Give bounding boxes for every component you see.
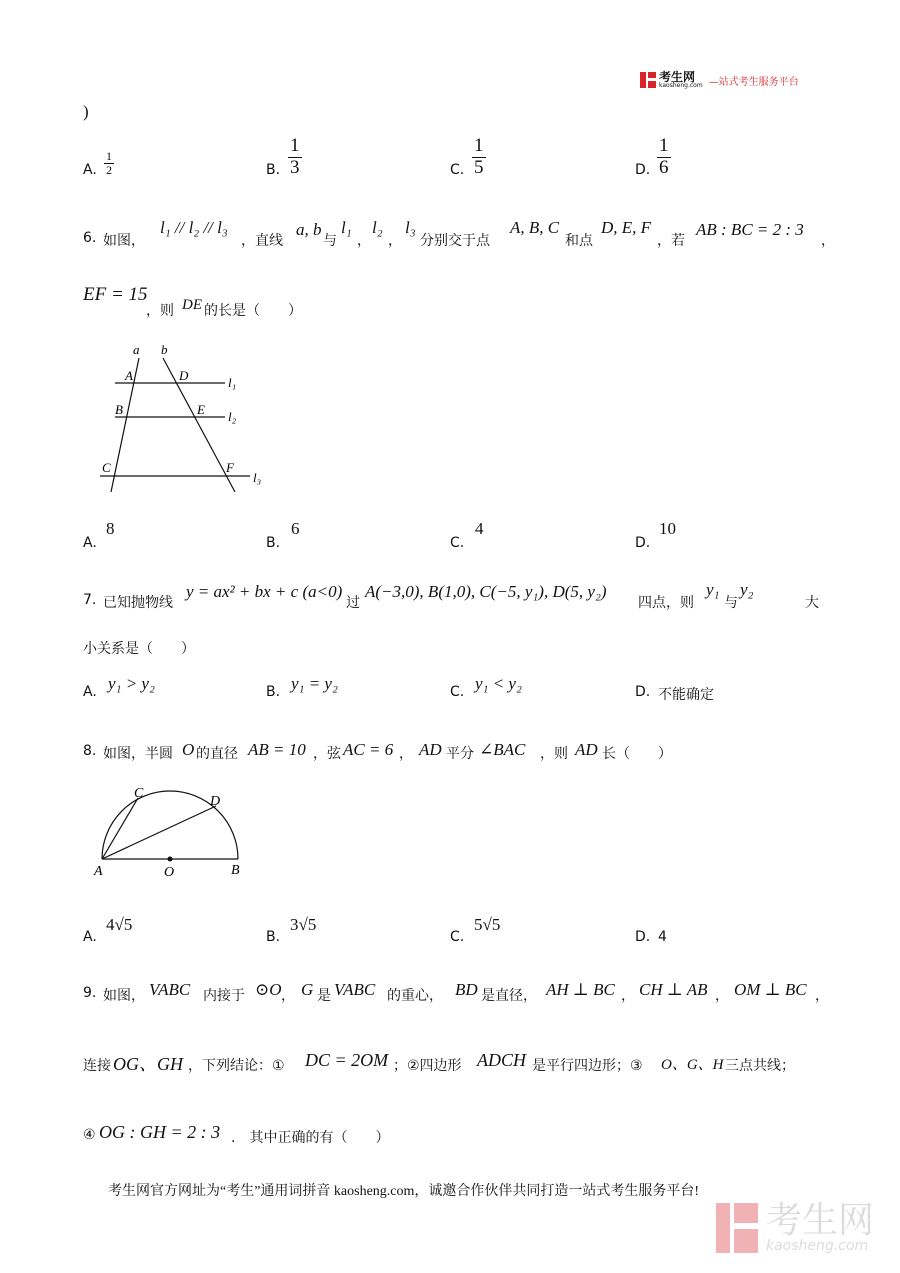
q6-text: ，直线 <box>241 233 283 249</box>
q6-option-b-letter: B. <box>266 535 281 551</box>
q9-text: 连接 <box>83 1058 111 1074</box>
q6-stem-line1 <box>83 218 883 248</box>
q6-text: 的长是（ ） <box>204 303 302 319</box>
q9-text: ， <box>281 988 295 1004</box>
q9-text: 如图， <box>103 988 145 1004</box>
q6-option-d-value: 10 <box>659 519 676 538</box>
q5-option-d-fraction: $\frac{1}{6}$ <box>659 135 669 178</box>
q8-number: 8. <box>83 743 97 759</box>
q9-text: 是平行四边形；③ <box>532 1058 643 1074</box>
q8-stem <box>83 740 883 766</box>
q7-math-points: A(−3,0), B(1,0), C(−5, y₁), D(5, y₂) <box>365 582 607 601</box>
q6-option-d-letter: D. <box>635 535 651 551</box>
q8-text: 平分 <box>446 746 474 762</box>
line-b <box>163 358 235 492</box>
q6-option-a-value: 8 <box>106 519 115 538</box>
label-l3: l₃ <box>253 470 262 485</box>
q9-math-bd: BD <box>455 980 478 999</box>
q6-text: ， <box>357 233 371 249</box>
q9-math-ogh: O、G、H <box>661 1057 724 1073</box>
q7-math-y2: y₂ <box>740 580 754 599</box>
logo-icon <box>640 72 656 88</box>
q5-option-a-letter: A. <box>83 162 97 178</box>
q9-math-abc: VABC <box>149 980 191 999</box>
brand-cn: 考生网 <box>659 70 696 84</box>
q7-number: 7. <box>83 592 97 608</box>
brand-en: kaosheng.com <box>659 82 703 89</box>
label-B: B <box>231 863 240 878</box>
q9-stem-line1: 9. 如图， VABC 内接于 ⊙O ， G 是 VABC 的重心， BD 是直径， AH ⊥ BC ， CH ⊥ AB ， OM ⊥ BC ， <box>83 980 829 1004</box>
q9-math-ah-perp-bc: AH ⊥ BC <box>546 980 615 999</box>
q9-text: . 其中正确的有（ ） <box>231 1130 390 1146</box>
q8-option-a-value: 4√5 <box>106 915 133 934</box>
q8-option-d-letter: D. <box>635 929 651 945</box>
q6-text: ，若 <box>657 233 685 249</box>
q9-math-om-perp-bc: OM ⊥ BC <box>734 980 807 999</box>
q9-text: ，下列结论：① <box>188 1058 285 1074</box>
q9-stem-line2 <box>83 1050 883 1076</box>
q7-stem-line1 <box>83 580 883 610</box>
q7-text: 过 <box>346 595 360 611</box>
q7-math-y1: y₁ <box>706 580 720 599</box>
q7-option-b-value: y₁ = y₂ <box>291 674 338 693</box>
q8-math-o: O <box>182 740 195 759</box>
q8-text: 如图，半圆 <box>103 746 173 762</box>
label-C: C <box>134 786 144 801</box>
header-logo <box>640 71 799 89</box>
q5-option-b-letter: B. <box>266 162 281 178</box>
q9-text: 是 <box>317 988 331 1004</box>
label-l2: l₂ <box>228 409 237 424</box>
q6-text: 如图， <box>103 233 145 249</box>
q8-math-ad: AD <box>575 740 598 759</box>
q7-math-equation: y = ax² + bx + c (a<0) <box>186 582 343 601</box>
q8-text: ，弦 <box>313 746 341 762</box>
q9-text: ④ <box>83 1127 96 1143</box>
q6-figure-parallel-lines <box>95 340 275 495</box>
center-point <box>168 857 173 862</box>
q5-tail: ) <box>83 102 89 121</box>
q8-math-ad: AD <box>419 740 442 759</box>
q6-stem-line2 <box>83 284 483 319</box>
q5-option-a-fraction: $\frac{1}{2}$ <box>106 149 112 178</box>
label-A: A <box>125 368 133 383</box>
label-B: B <box>115 402 123 417</box>
label-A: A <box>94 864 103 879</box>
q7-text: 大 <box>805 595 819 611</box>
watermark-cn: 考生网 <box>766 1200 875 1241</box>
q8-option-c-value: 5√5 <box>474 915 501 934</box>
q6-text: 和点 <box>565 233 593 249</box>
q6-text: 分别交于点 <box>420 233 490 249</box>
watermark <box>716 1200 875 1254</box>
q6-text: ， <box>388 233 402 249</box>
q9-math-circle-o: ⊙O <box>255 980 282 999</box>
q6-option-a-letter: A. <box>83 535 97 551</box>
label-E: E <box>197 402 205 417</box>
label-b: b <box>161 342 168 357</box>
q6-text: 与 <box>323 233 337 249</box>
q6-math-l2: l₂ <box>372 218 383 237</box>
q8-text: ， <box>399 746 413 762</box>
q6-option-c-letter: C. <box>450 535 465 551</box>
q9-math-ch-perp-ab: CH ⊥ AB <box>639 980 708 999</box>
q5-option-d-letter: D. <box>635 162 651 178</box>
q6-math-lines: l₁ // l₂ // l₃ <box>160 218 228 237</box>
q6-number: 6. <box>83 230 97 246</box>
q8-option-d-value: 4 <box>658 929 667 945</box>
q9-math-abc: VABC <box>334 980 376 999</box>
watermark-logo-icon <box>716 1203 760 1253</box>
q6-text: ， <box>821 233 835 249</box>
label-F: F <box>226 460 234 475</box>
q8-text: ，则 <box>540 746 568 762</box>
q5-option-c-letter: C. <box>450 162 465 178</box>
q6-math-de: DE <box>182 297 202 313</box>
q9-math-og-gh: OG、GH <box>113 1054 183 1074</box>
q5-option-c-fraction: $\frac{1}{5}$ <box>474 135 484 178</box>
label-l1: l₁ <box>228 375 237 390</box>
q7-option-c-value: y₁ < y₂ <box>475 674 522 693</box>
q7-option-d-letter: D. <box>635 684 651 700</box>
q9-math-og-gh-ratio: OG : GH = 2 : 3 <box>99 1122 221 1142</box>
q9-text: 是直径， <box>481 988 537 1004</box>
q9-text: ；②四边形 <box>393 1058 462 1074</box>
q8-figure-semicircle <box>90 783 250 883</box>
q8-option-c-letter: C. <box>450 929 465 945</box>
q9-number: 9. <box>83 985 97 1001</box>
q7-stem-line2: 小关系是（ ） <box>83 641 195 657</box>
label-D: D <box>179 368 189 383</box>
q6-option-c-value: 4 <box>475 519 484 538</box>
label-a: a <box>133 342 140 357</box>
q6-math-ef: EF = 15 <box>83 284 148 305</box>
q6-math-l3: l₃ <box>405 218 416 237</box>
q7-text: 四点，则 <box>638 595 694 611</box>
q6-math-def: D, E, F <box>601 218 652 237</box>
q7-option-a-value: y₁ > y₂ <box>108 674 155 693</box>
q8-option-b-value: 3√5 <box>290 915 317 934</box>
q7-text: 与 <box>724 595 738 611</box>
chord-ac <box>102 798 138 859</box>
q8-text: 长（ ） <box>602 746 672 762</box>
q7-option-a-letter: A. <box>83 684 97 700</box>
q8-math-ac: AC = 6 <box>343 740 394 759</box>
q8-math-ab: AB = 10 <box>248 740 306 759</box>
q6-math-ratio: AB : BC = 2 : 3 <box>696 220 804 239</box>
footer-text: 考生网官方网址为“考生”通用词拼音 kaosheng.com，诚邀合作伙伴共同打造一站式考生服务平台! <box>108 1184 700 1199</box>
q8-math-bac: ∠BAC <box>479 740 526 759</box>
q7-option-d-value: 不能确定 <box>658 687 714 703</box>
watermark-en: kaosheng.com <box>766 1238 869 1254</box>
q9-text: 三点共线； <box>725 1058 795 1074</box>
q9-math-dc-2om: DC = 2OM <box>305 1050 389 1070</box>
q9-math-adch: ADCH <box>477 1050 526 1070</box>
q8-option-a-letter: A. <box>83 929 97 945</box>
q6-math-abc: A, B, C <box>510 218 560 237</box>
q8-option-b-letter: B. <box>266 929 281 945</box>
label-O: O <box>164 865 175 880</box>
q6-text: ，则 <box>146 303 174 319</box>
q8-text: 的直径 <box>196 746 238 762</box>
label-D: D <box>210 794 221 809</box>
q6-math-ab: a, b <box>296 220 322 239</box>
q9-stem-line3 <box>83 1122 683 1148</box>
q7-option-b-letter: B. <box>266 684 281 700</box>
q7-option-c-letter: C. <box>450 684 465 700</box>
q9-text: 的重心， <box>387 988 443 1004</box>
header-slogan: —站式考生服务平台 <box>708 76 799 88</box>
q7-text: 已知抛物线 <box>103 595 173 611</box>
q6-math-l1: l₁ <box>341 218 352 237</box>
q6-option-b-value: 6 <box>291 519 300 538</box>
label-C: C <box>102 460 111 475</box>
q5-option-b-fraction: $\frac{1}{3}$ <box>290 135 300 178</box>
q9-math-g: G <box>301 980 314 999</box>
q9-text: 内接于 <box>203 988 245 1004</box>
